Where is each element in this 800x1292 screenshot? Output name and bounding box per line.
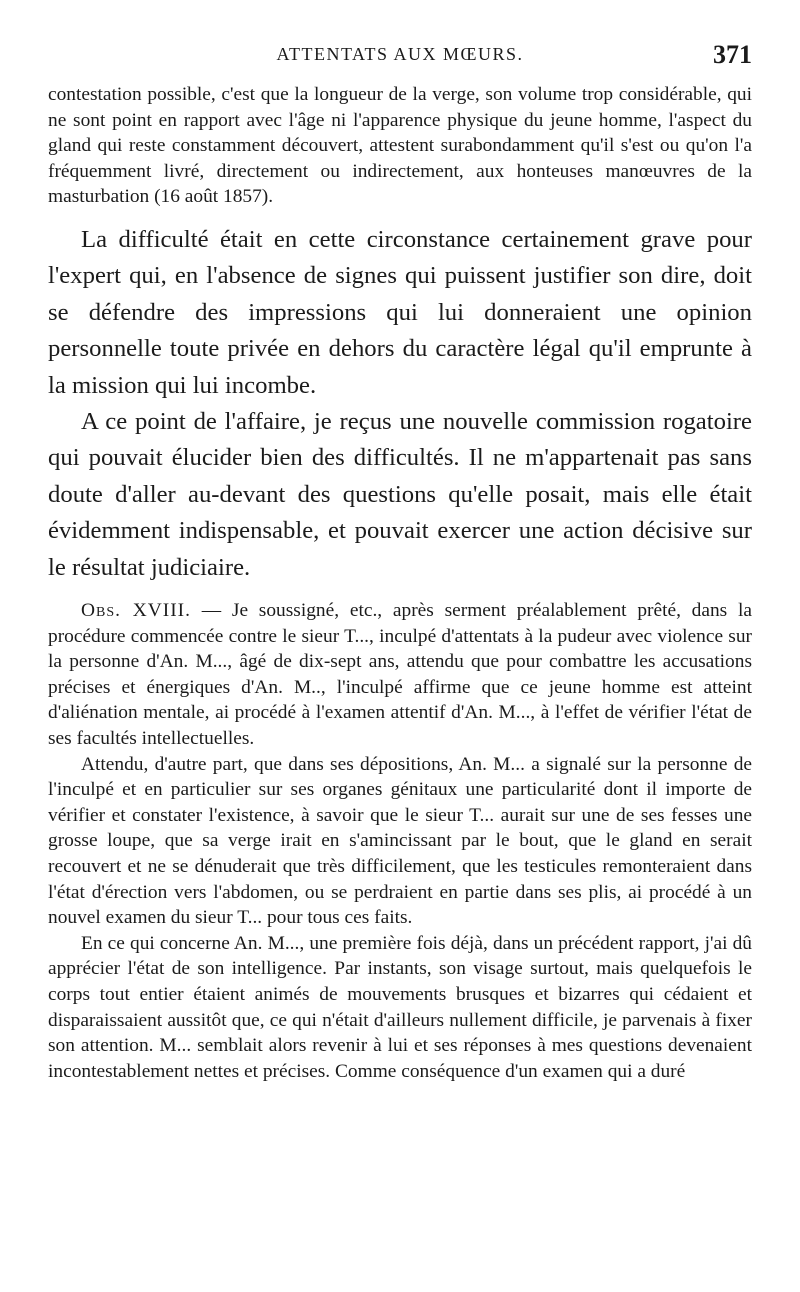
observation-block [48,598,752,1084]
large-type-block [48,222,752,586]
running-header [48,40,752,78]
running-title: ATTENTATS AUX MŒURS. [276,44,524,64]
paragraph-commission: A ce point de l'affaire, je reçus une nouvelle commission rogatoire qui pouvait élucider bien des difficultés. Il ne m'appartenait pas sans doute d'aller au-devant des questions qu'elle posait, mais elle était évidemment indispensable, et pouvait exercer une action décisive sur le résultat judiciaire. [48,408,752,581]
observation-label: Obs. XVIII. [81,600,191,622]
paragraph-intelligence: En ce qui concerne An. M..., une première fois déjà, dans un précédent rapport, j'ai dû apprécier l'état de son intelligence. Par instants, son visage surtout, mais quelquefois le corps tout entier étaient animés de mouvements brusques et bizarres qui cédaient et disparaissaient aussitôt que, ce qui n'était d'ailleurs nullement difficile, je parvenais à fixer son attention. M... semblait alors revenir à lui et ses réponses à mes questions devenaient incontestablement nettes et précises. Comme conséquence d'un examen qui a duré [48,932,752,1082]
paragraph-difficulty: La difficulté était en cette circonstance certainement grave pour l'expert qui, en l'absence de signes qui puissent justifier son dire, doit se défendre des impressions qui lui donneraient une opinion personnelle toute privée en dehors du caractère légal qu'il emprunte à la mission qui lui incombe. [48,225,752,399]
page-number: 371 [713,40,752,69]
observation-text: — Je soussigné, etc., après serment préalablement prêté, dans la procédure commencée contre le sieur T..., inculpé d'attentats à la pudeur avec violence sur la personne d'An. M..., âgé de dix-sept ans, attendu que pour combattre les accusations précises et énergiques d'An. M.., l'inculpé affirme que ce jeune homme est atteint d'aliénation mentale, ai procédé à l'examen attentif d'An. M..., à l'effet de vérifier l'état de ses facultés intellectuelles. [48,600,752,749]
paragraph-attendu: Attendu, d'autre part, que dans ses dépositions, An. M... a signalé sur la personne de l'inculpé et en particulier sur ses organes génitaux une particularité dont il importe de vérifier et constater l'existence, à savoir que le sieur T... aurait sur une de ses fesses une grosse loupe, que sa verge irait en s'amincissant par le bout, que le gland en serait recouvert et ne se dénuderait que très difficilement, que les testicules remonteraient dans l'état d'érection vers l'abdomen, ou se perdraient en partie dans ses plis, ai procédé à un nouvel examen du sieur T... pour tous ces faits. [48,753,752,929]
paragraph-continuation: contestation possible, c'est que la longueur de la verge, son volume trop considérable, qui ne sont point en rapport avec l'âge ni l'apparence physique du jeune homme, l'aspect du gland qui reste constamment découvert, attestent surabondamment qu'il s'est ou qu'on l'a fréquemment livré, directement ou indirectement, aux honteuses manœuvres de la masturbation (16 août 1857). [48,84,752,208]
paragraph-observation [48,598,752,752]
